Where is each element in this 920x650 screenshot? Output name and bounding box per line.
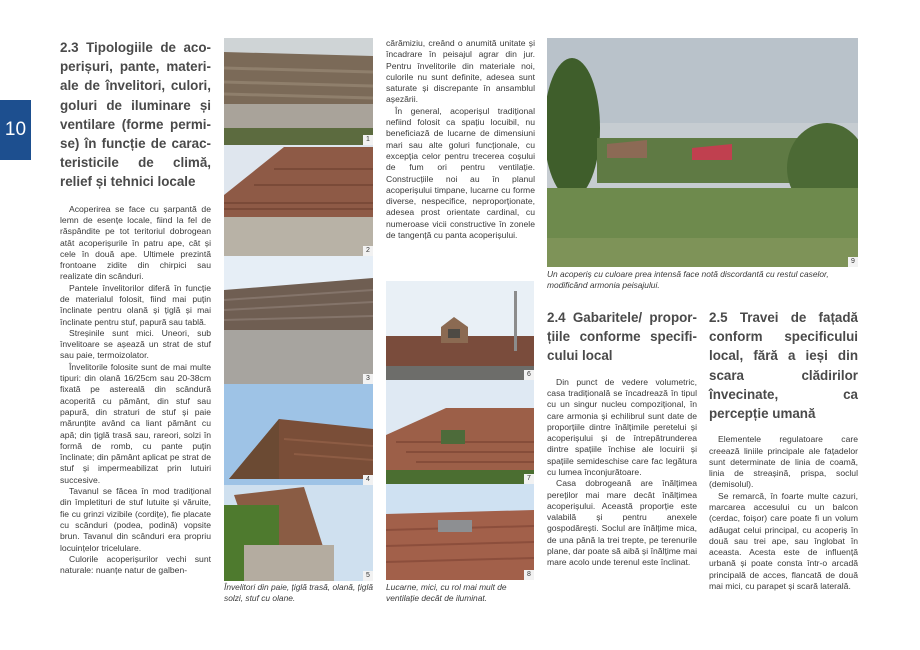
paragraph: Din punct de vedere volumetric, casa tradițională se încadrează în tipul cu un singur nucleu compozițional, în care armonia și echilibrul sunt date de proporțiile dintre înălțimile peretelui și acoperișului și de întrepătrunderea dintre spațiile închise ale locuirii și spațiile semideschise care fac legătura cu lumea înconjurătoare. — [547, 376, 697, 477]
photo-dormer-small — [386, 281, 534, 380]
column-section-2-5 — [709, 308, 858, 592]
paragraph: Tavanul se făcea în mod tradițional din împletituri de stuf lutuite și văruite, fie cu grinzi vizibile (cordițe), fie placate cu scânduri (podea, podină) vopsite brun. Tavanul din scânduri era propriu locuințelor tricelulare. — [60, 486, 211, 553]
column-section-2-3 — [60, 38, 211, 576]
paragraph: Culorile acoperișurilor vechi sunt naturale: nuanțe natur de galben- — [60, 553, 211, 576]
photo-number: 9 — [848, 257, 858, 267]
photo-olana-roof — [224, 256, 373, 384]
photo-number: 4 — [363, 475, 373, 485]
column-continuation — [386, 38, 535, 241]
paragraph: cărămiziu, creând o anumită unitate și încadrare în peisajul agrar din jur. Pentru învelitorile din materiale noi, culorile nu sunt definite, adesea sunt saturate și discrepante în ansamblul așezării. — [386, 38, 535, 105]
caption-landscape: Un acoperiș cu culoare prea intensă face notă discordantă cu restul caselor, modificând armonia peisajului. — [547, 269, 829, 290]
photo-tile-roof — [224, 145, 373, 256]
section-2-4-title: 2.4 Gabaritele/ proporțiile conforme specificului local — [547, 310, 697, 364]
page-number-tab — [0, 100, 31, 160]
photo-reed-olana-roof — [224, 485, 373, 581]
photo-number: 3 — [363, 374, 373, 384]
photo-number: 7 — [524, 474, 534, 484]
paragraph: Acoperirea se face cu șarpantă de lemn de esențe locale, fiind la fel de răspândite pe tot teritoriul dobrogean atât acoperișurile în patru ape, cât și cele în două ape. Ultimele prezintă frontoane zidite din chirpici sau realizate din scânduri. — [60, 203, 211, 282]
paragraph: Se remarcă, în foarte multe cazuri, marcarea accesului cu un balcon (cerdac, foișor) care poate fi un volum adăugat celui principal, cu acoperiș în două sau trei ape, sau înglobat în aceasta. Acesta este de influență urbană și poate consta într-o arcadă principală de acces, flancată de două mai mici, cu parapet și scară laterală. — [709, 490, 858, 592]
paragraph: În general, acoperișul tradițional nefiind folosit ca spațiu locuibil, nu beneficiază de lucarne de dimensiuni mari sau alte goluri funcționale, cu excepția celor pentru trecerea coșului de fum ori pentru ventilație. Construcțiile noi au în planul acoperișului timpane, lucarne cu forme diverse, nespecifice, neproporționate, adesea prost orientate cardinal, cu numeroase vicii constructive în zonele de tangență cu panta acoperișului. — [386, 105, 535, 241]
photo-dormer-tiles — [386, 380, 534, 484]
photo-straw-roof — [224, 38, 373, 145]
photo-number: 8 — [524, 570, 534, 580]
column-section-2-4 — [547, 308, 697, 569]
section-2-5-title: 2.5 Travei de fațadă conform specificului local, fără a ieși din scara clădirilor învecinate, ca percepție umană — [709, 310, 858, 422]
caption-roof-coverings: Învelitori din paie, țiglă trasă, olană, țiglă solzi, stuf cu olane. — [224, 582, 373, 603]
page-number: 10 — [4, 119, 27, 140]
paragraph: Pantele învelitorilor diferă în funcție de materialul folosit, fiind mai puțin înclinate pentru olană și țiglă și mai înclinate pentru stuf, papură sau tablă. — [60, 282, 211, 327]
photo-number: 6 — [524, 370, 534, 380]
paragraph: Învelitorile folosite sunt de mai multe tipuri: din olană 16/25cm sau 20-38cm fixată pe asterealã din scândură acoperită cu pământ, din stuf sau papură, din straturi de stuf și paie mărunțite având ca liant pământ cu apă; din țiglă trasă sau, rareori, solzi în formă de romb, cu pante puțin înclinate; din pământ aplicat pe strat de stuf și impermeabilizat prin lutuiri succesive. — [60, 361, 211, 485]
section-2-3-title: 2.3 Tipologiile de acoperișuri, pante, materiale de învelitori, culori, goluri de iluminare și ventilare (forme permise) în funcție de caracteristicile de climă, relief și tehnici locale — [60, 40, 211, 190]
paragraph: Elementele regulatoare care creează liniile principale ale fațadelor sunt determinate de linia de coamă, linia de streașină, prispa, soclul (demisolul). — [709, 434, 858, 490]
photo-number: 2 — [363, 246, 373, 256]
photo-landscape — [547, 38, 858, 267]
caption-dormers: Lucarne, mici, cu rol mai mult de ventilație decât de iluminat. — [386, 582, 507, 603]
photo-number: 5 — [363, 571, 373, 581]
photo-dormer-flat — [386, 484, 534, 580]
paragraph: Streșinile sunt mici. Uneori, sub învelitoare se așează un strat de stuf sau paie, termoizolator. — [60, 327, 211, 361]
photo-scale-tile-roof — [224, 384, 373, 485]
photo-number: 1 — [363, 135, 373, 145]
paragraph: Casa dobrogeană are înălțimea pereților mai mare decât înălțimea acoperișului. Această proporție este valabilă și pentru anexele gospodărești. Soclul are înălțime mica, de una până la trei trepte, pe terenurile plane, dar poate să aibă și înălțime mai mare acolo unde terenul este înclinat. — [547, 478, 697, 568]
